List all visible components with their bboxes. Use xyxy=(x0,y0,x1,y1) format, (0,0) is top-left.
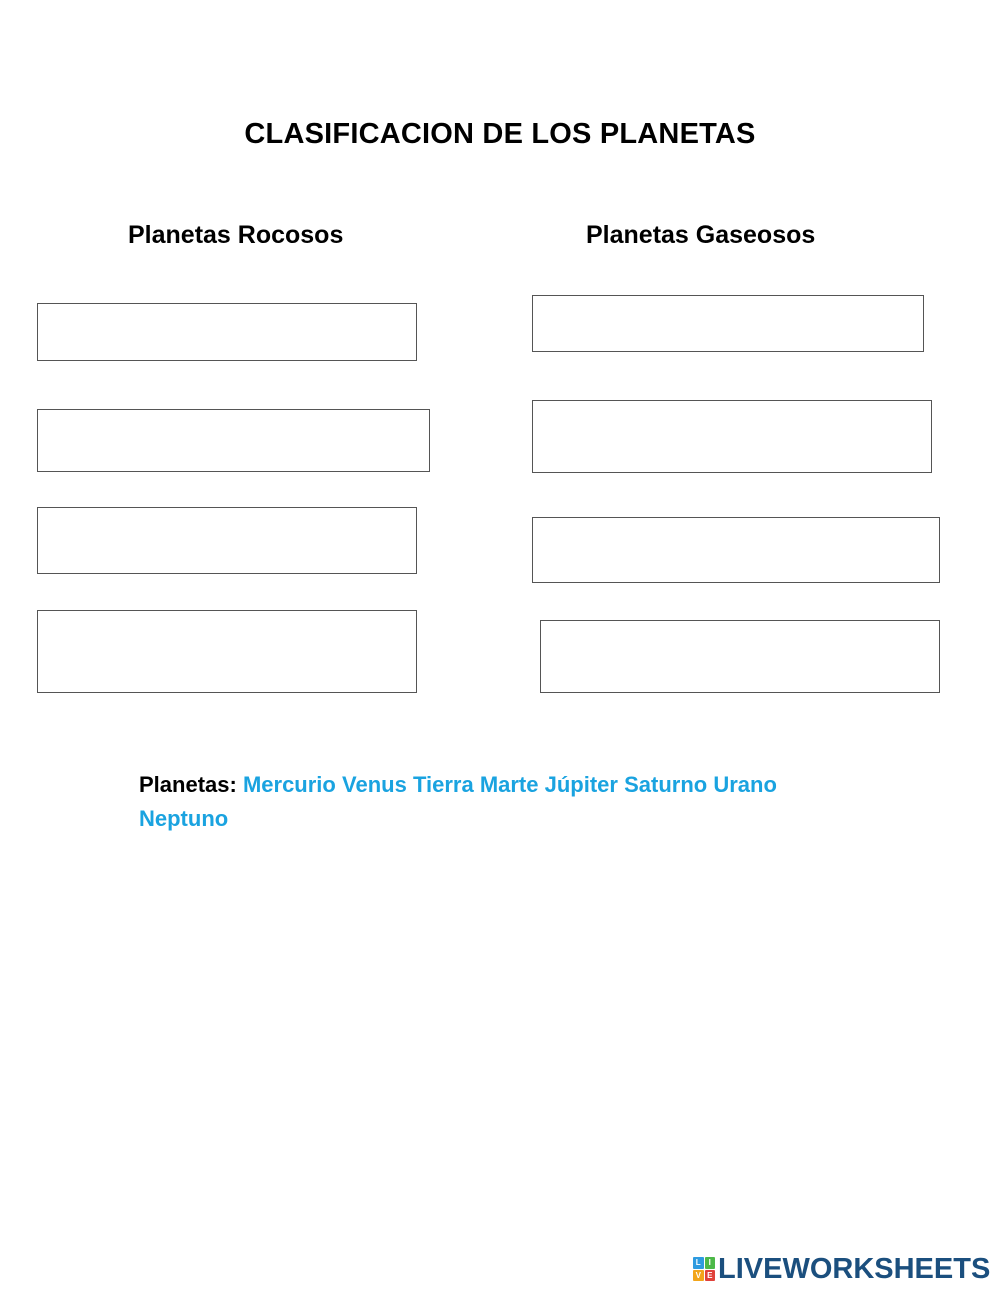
gaseous-answer-box-4[interactable] xyxy=(540,620,940,693)
logo-square: L xyxy=(693,1257,704,1269)
logo-square: V xyxy=(693,1270,704,1282)
logo-square: I xyxy=(705,1257,716,1269)
planet-word[interactable]: Mercurio xyxy=(242,772,336,797)
planet-word[interactable]: Marte xyxy=(479,772,539,797)
brand-name: LIVEWORKSHEETS xyxy=(718,1252,991,1285)
word-bank xyxy=(139,768,839,836)
word-bank-label: Planetas: xyxy=(139,772,237,797)
rocky-answer-box-4[interactable] xyxy=(37,610,417,693)
logo-square: E xyxy=(705,1270,716,1282)
planet-word[interactable]: Urano xyxy=(713,772,777,797)
planet-word[interactable]: Saturno xyxy=(624,772,708,797)
rocky-planets-heading: Planetas Rocosos xyxy=(128,221,344,249)
rocky-answer-box-3[interactable] xyxy=(37,507,417,574)
planet-word[interactable]: Tierra xyxy=(412,772,474,797)
rocky-answer-box-1[interactable] xyxy=(37,303,417,361)
planet-word[interactable]: Neptuno xyxy=(139,806,229,831)
gaseous-answer-box-1[interactable] xyxy=(532,295,924,352)
gaseous-answer-box-2[interactable] xyxy=(532,400,932,473)
liveworksheets-brand xyxy=(693,1252,990,1286)
planet-word[interactable]: Júpiter xyxy=(544,772,618,797)
planet-word[interactable]: Venus xyxy=(342,772,407,797)
rocky-answer-box-2[interactable] xyxy=(37,409,430,472)
gaseous-planets-heading: Planetas Gaseosos xyxy=(586,221,816,249)
liveworksheets-logo-icon xyxy=(693,1257,715,1281)
gaseous-answer-box-3[interactable] xyxy=(532,517,940,583)
page-title: CLASIFICACION DE LOS PLANETAS xyxy=(244,118,756,150)
